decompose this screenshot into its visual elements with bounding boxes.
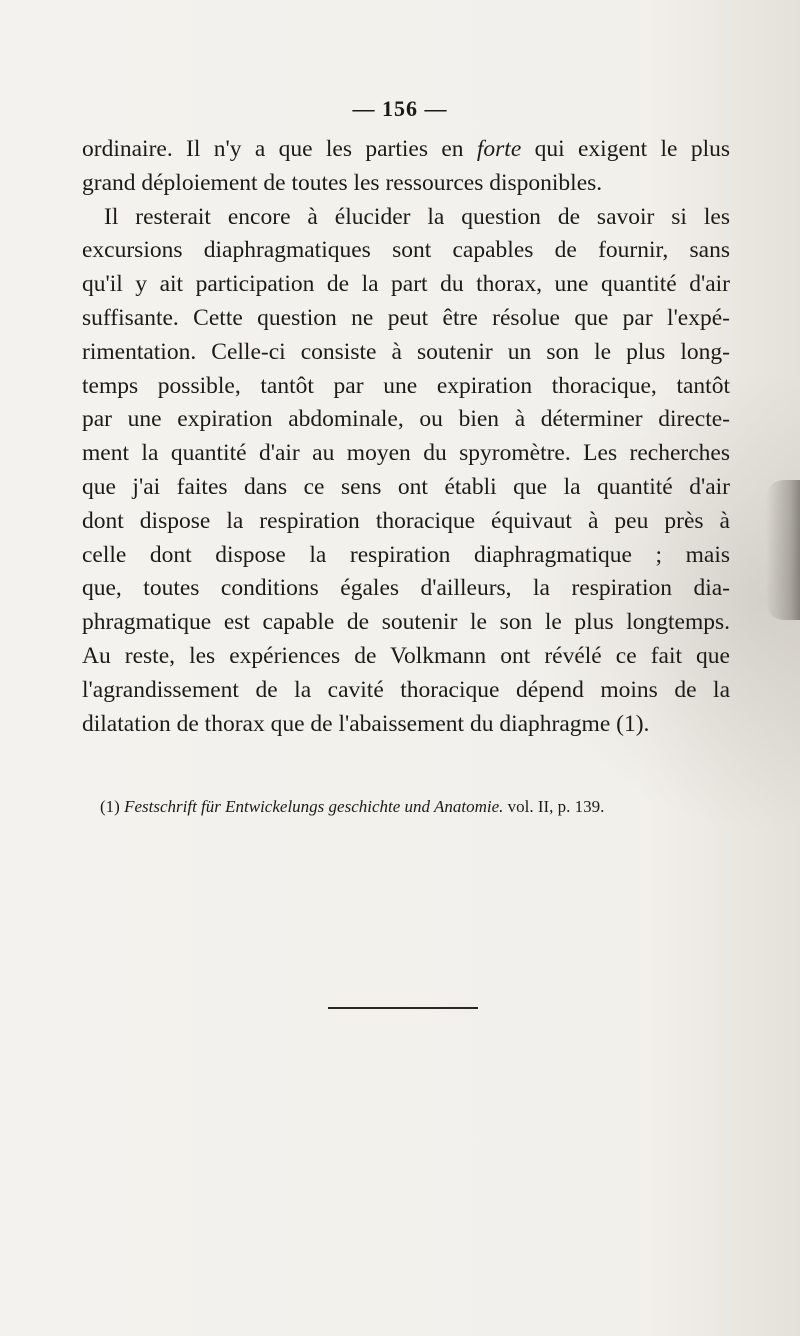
paragraph-2-line: que j'ai faites dans ce sens ont établi que la quantité d'air [82,473,730,500]
page-number: — 156 — [352,96,448,121]
paragraph-2-line: rimentation. Celle-ci consiste à soutenir un son le plus long- [82,338,730,365]
paragraph-2-line: suffisante. Cette question ne peut être résolue que par l'expé- [82,304,730,331]
paragraph-2-line: excursions diaphragmatiques sont capables de fournir, sans [82,237,730,264]
paragraph-2-line: temps possible, tantôt par une expiration thoracique, tantôt [82,372,730,399]
footnote-title: Festschrift für Entwickelungs geschichte und Anatomie. [124,797,504,816]
body-text [82,133,730,741]
paragraph-2-line: l'agrandissement de la cavité thoracique dépend moins de la [82,676,730,703]
paragraph-2-line: dont dispose la respiration thoracique équivaut à peu près à [82,507,730,534]
footnote-marker: (1) [100,797,120,816]
paragraph-2-line: que, toutes conditions égales d'ailleurs, la respiration dia- [82,575,730,602]
italic-term: forte [476,136,522,162]
paragraph-2-line: Il resterait encore à élucider la question de savoir si les [104,203,730,230]
footnote-reference: vol. II, p. 139. [507,797,605,816]
paragraph-2-line: ment la quantité d'air au moyen du spyromètre. Les recherches [82,440,730,467]
page-edge-shadow [766,480,800,620]
paragraph-2-line: phragmatique est capable de soutenir le son le plus longtemps. [82,609,730,636]
footnote [100,796,720,818]
paragraph-2-line: qu'il y ait participation de la part du thorax, une quantité d'air [82,271,730,298]
paragraph-2-line: celle dont dispose la respiration diaphragmatique ; mais [82,541,730,568]
paragraph-2-line: Au reste, les expériences de Volkmann ont révélé ce fait que [82,642,730,669]
paragraph-2-line: dilatation de thorax que de l'abaissement du diaphragme (1). [82,710,650,737]
section-end-rule [328,1007,478,1009]
paragraph-1-line-1: ordinaire. Il n'y a que les parties en forte qui exigent le plus [82,136,730,162]
paragraph-2-line: par une expiration abdominale, ou bien à déterminer directe- [82,406,730,433]
paragraph-1-line-2: grand déploiement de toutes les ressources disponibles. [82,169,603,196]
